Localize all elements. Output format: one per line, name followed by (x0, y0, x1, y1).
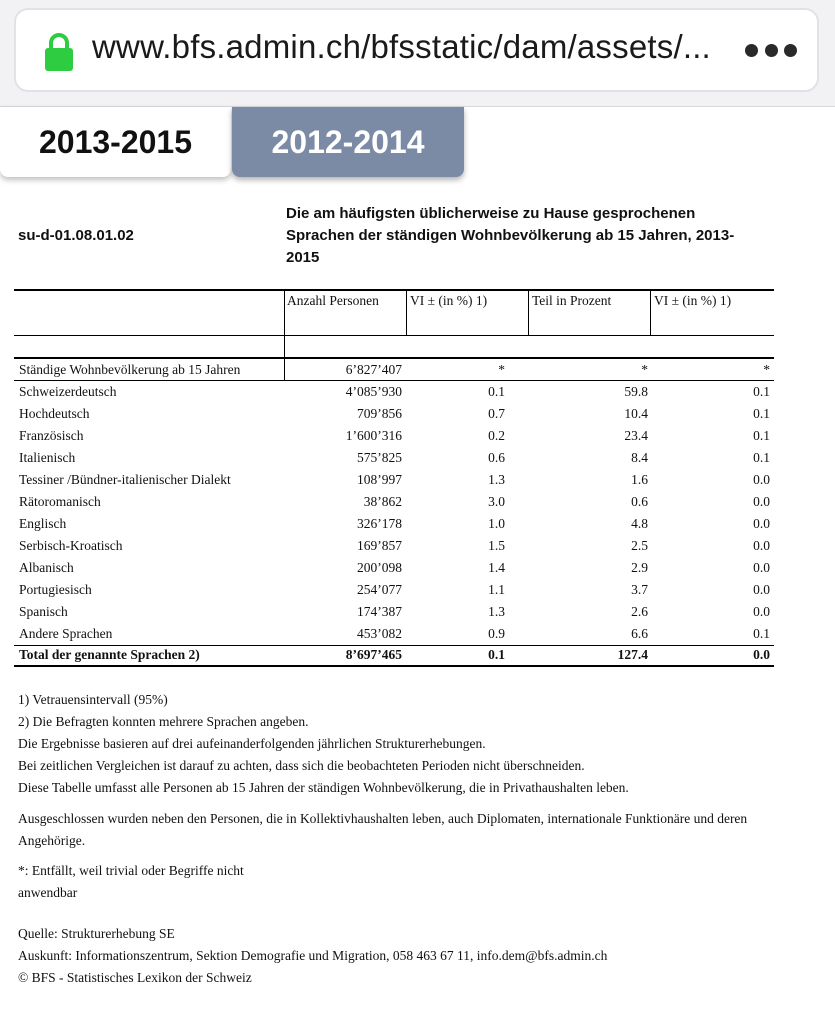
cell-vi: 0.9 (488, 626, 505, 641)
cell-label: Tessiner /Bündner-italienischer Dialekt (19, 472, 231, 487)
more-dots-icon[interactable] (745, 38, 797, 62)
cell-vi: 3.0 (488, 494, 505, 509)
lock-icon (44, 32, 74, 72)
cell-vi: 1.4 (488, 560, 505, 575)
asterisk-note: *: Entfällt, weil trivial oder Begriffe nicht anwendbar (18, 863, 244, 900)
cell-teil: 6.6 (631, 626, 648, 641)
cell-teil: 2.6 (631, 604, 648, 619)
contact-line: Auskunft: Informationszentrum, Sektion Demografie und Migration, 058 463 67 11, info.dem@bfs.admin.ch (18, 948, 608, 963)
cell-label: Englisch (19, 516, 67, 531)
cell-vi: 1.3 (488, 604, 505, 619)
cell-anzahl: 6’827’407 (345, 362, 402, 377)
cell-vi: 1.0 (488, 516, 505, 531)
cell-vi: 0.2 (488, 428, 505, 443)
table-row (14, 491, 774, 513)
header-vi-anzahl: VI ± (in %) 1) (410, 293, 488, 308)
cell-anzahl: 575’825 (357, 450, 402, 465)
cell-vi-teil: 0.1 (753, 406, 770, 421)
cell-teil: 1.6 (631, 472, 648, 487)
table-row (14, 535, 774, 557)
cell-anzahl: 1’600’316 (345, 428, 402, 443)
cell-anzahl: 326’178 (357, 516, 402, 531)
cell-teil: 2.9 (631, 560, 648, 575)
document-title: Die am häufigsten üblicherweise zu Hause gesprochenen Sprachen der ständigen Wohnbevölkerung ab 15 Jahren, 2013-2015 (286, 205, 735, 266)
table-row (14, 447, 774, 469)
browser-toolbar (0, 0, 835, 107)
cell-anzahl: 108’997 (357, 472, 402, 487)
cell-label: Hochdeutsch (19, 406, 90, 421)
cell-vi-teil: 0.0 (753, 647, 770, 662)
cell-teil: 4.8 (631, 516, 648, 531)
cell-label: Italienisch (19, 450, 76, 465)
address-bar[interactable] (14, 8, 819, 92)
cell-anzahl: 200’098 (357, 560, 402, 575)
footnotes (18, 689, 778, 799)
cell-teil: 0.6 (631, 494, 648, 509)
cell-label: Total der genannte Sprachen 2) (19, 647, 200, 662)
cell-teil: 8.4 (631, 450, 648, 465)
table-row (14, 579, 774, 601)
table-row (14, 403, 774, 425)
tab-2012-2014[interactable]: 2012-2014 (232, 107, 464, 177)
cell-vi: 0.6 (488, 450, 505, 465)
table-bottom-rule (14, 665, 774, 667)
cell-vi-teil: 0.1 (753, 450, 770, 465)
cell-vi-teil: * (763, 362, 770, 377)
table-row (14, 513, 774, 535)
cell-vi: 1.5 (488, 538, 505, 553)
cell-vi-teil: 0.1 (753, 626, 770, 641)
table-row-population (14, 359, 774, 381)
table-row (14, 557, 774, 579)
cell-anzahl: 8’697’465 (345, 647, 402, 662)
table-row (14, 601, 774, 623)
col-divider (284, 335, 285, 357)
cell-anzahl: 169’857 (357, 538, 402, 553)
col-divider (284, 359, 285, 381)
cell-label: Portugiesisch (19, 582, 92, 597)
source-line: Quelle: Strukturerhebung SE (18, 926, 175, 941)
cell-vi-teil: 0.0 (753, 560, 770, 575)
note-line: Die Ergebnisse basieren auf drei aufeinanderfolgenden jährlichen Strukturerhebungen. (18, 736, 486, 751)
header-teil: Teil in Prozent (532, 293, 612, 308)
header-vi-teil: VI ± (in %) 1) (654, 293, 732, 308)
note-line: 2) Die Befragten konnten mehrere Sprachen angeben. (18, 714, 309, 729)
document-id: su-d-01.08.01.02 (18, 227, 134, 244)
cell-label: Spanisch (19, 604, 68, 619)
copyright-line: © BFS - Statistisches Lexikon der Schweiz (18, 970, 252, 985)
cell-label: Serbisch-Kroatisch (19, 538, 123, 553)
cell-label: Französisch (19, 428, 84, 443)
tab-2013-2015[interactable]: 2013-2015 (0, 107, 231, 177)
header-rule (14, 335, 774, 336)
note-line: Bei zeitlichen Vergleichen ist darauf zu achten, dass sich die beobachteten Perioden nicht überschneiden. (18, 758, 585, 773)
cell-label: Ständige Wohnbevölkerung ab 15 Jahren (19, 362, 241, 377)
cell-vi: 1.3 (488, 472, 505, 487)
cell-vi-teil: 0.1 (753, 428, 770, 443)
cell-vi-teil: 0.0 (753, 538, 770, 553)
note-line: 1) Vetrauensintervall (95%) (18, 692, 168, 707)
cell-teil: 59.8 (624, 384, 648, 399)
cell-teil: 127.4 (617, 647, 648, 662)
cell-vi-teil: 0.0 (753, 516, 770, 531)
cell-anzahl: 174’387 (357, 604, 402, 619)
table-row (14, 623, 774, 645)
note-line: Diese Tabelle umfasst alle Personen ab 15 Jahren der ständigen Wohnbevölkerung, die in Privathaushalten leben. (18, 780, 629, 795)
cell-teil: 23.4 (624, 428, 648, 443)
cell-vi-teil: 0.0 (753, 604, 770, 619)
cell-teil: * (641, 362, 648, 377)
cell-anzahl: 4’085’930 (345, 384, 402, 399)
cell-teil: 2.5 (631, 538, 648, 553)
url-text[interactable]: www.bfs.admin.ch/bfsstatic/dam/assets/... (92, 28, 711, 65)
exclusion-note: Ausgeschlossen wurden neben den Personen, die in Kollektivhaushalten leben, auch Diplomaten, internationale Funktionäre und deren Angehörige. (18, 811, 748, 848)
cell-vi: 0.1 (488, 647, 505, 662)
cell-anzahl: 453’082 (357, 626, 402, 641)
header-anzahl: Anzahl Personen (287, 293, 379, 308)
table-row (14, 425, 774, 447)
cell-vi: * (498, 362, 505, 377)
cell-vi-teil: 0.0 (753, 472, 770, 487)
cell-label: Andere Sprachen (19, 626, 113, 641)
col-divider (650, 289, 651, 335)
cell-vi-teil: 0.0 (753, 494, 770, 509)
cell-teil: 10.4 (624, 406, 648, 421)
cell-vi: 0.1 (488, 384, 505, 399)
cell-label: Schweizerdeutsch (19, 384, 117, 399)
cell-anzahl: 38’862 (363, 494, 402, 509)
cell-label: Rätoromanisch (19, 494, 101, 509)
table-row-total (14, 644, 774, 666)
cell-teil: 3.7 (631, 582, 648, 597)
cell-anzahl: 254’077 (357, 582, 402, 597)
cell-vi: 0.7 (488, 406, 505, 421)
cell-vi-teil: 0.1 (753, 384, 770, 399)
cell-vi: 1.1 (488, 582, 505, 597)
table-row (14, 381, 774, 403)
cell-anzahl: 709’856 (357, 406, 402, 421)
col-divider (528, 289, 529, 335)
table-row (14, 469, 774, 491)
cell-vi-teil: 0.0 (753, 582, 770, 597)
cell-label: Albanisch (19, 560, 74, 575)
col-divider (284, 289, 285, 335)
source-notes (18, 923, 778, 989)
col-divider (406, 289, 407, 335)
